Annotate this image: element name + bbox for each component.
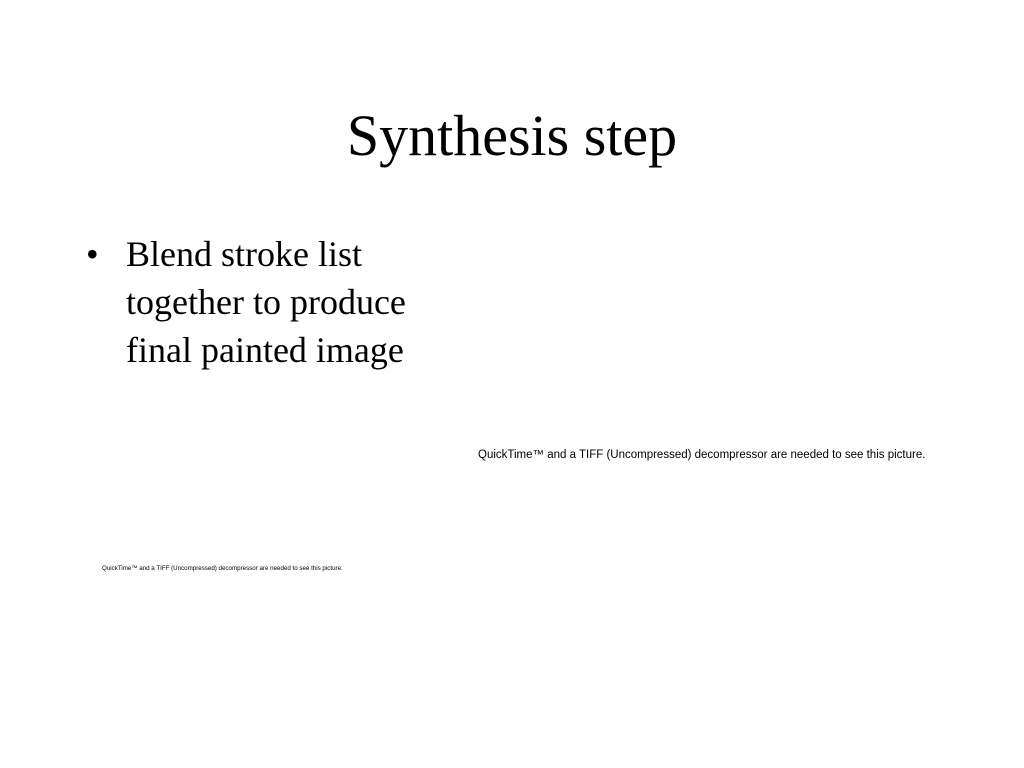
bullet-text: Blend stroke list together to produce final painted image (126, 234, 406, 370)
bullet-icon: • (86, 234, 99, 274)
image-placeholder-message-small: QuickTime™ and a TIFF (Uncompressed) decompressor are needed to see this picture. (102, 565, 343, 572)
slide-title: Synthesis step (346, 103, 678, 168)
bullet-list (86, 230, 486, 374)
bullet-item (86, 230, 486, 374)
image-placeholder-message: QuickTime™ and a TIFF (Uncompressed) decompressor are needed to see this picture. (478, 449, 926, 461)
